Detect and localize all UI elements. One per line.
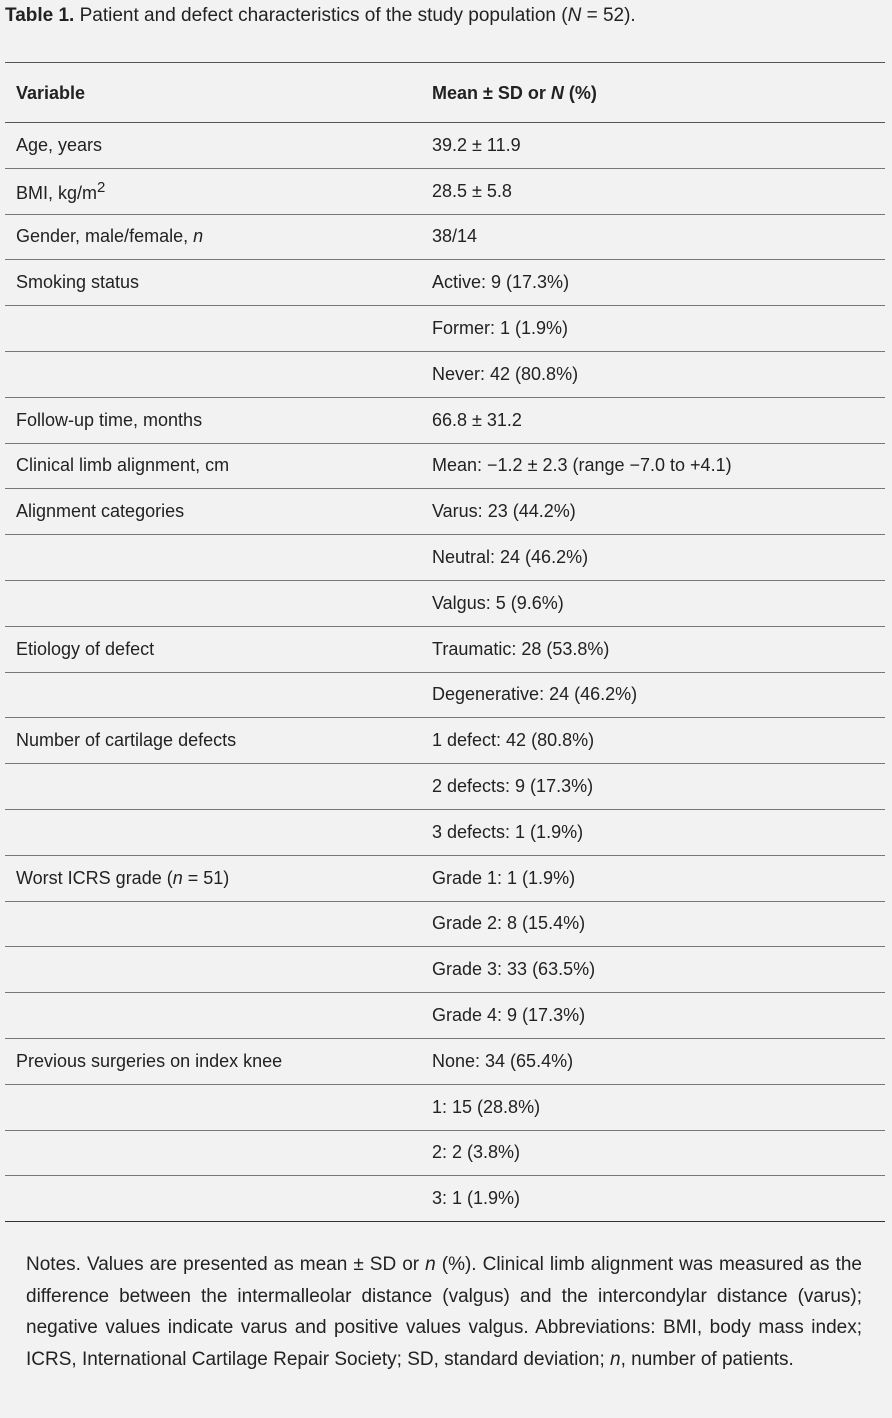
table-row bbox=[5, 901, 885, 947]
variable-cell bbox=[5, 535, 421, 581]
value-cell: Degenerative: 24 (46.2%) bbox=[421, 672, 885, 718]
variable-cell bbox=[5, 855, 421, 901]
notes-text-2: (%). Clinical limb alignment was measured as the difference between the intermalleolar distance (valgus) and the intercondylar distance (varus); negative values indicate varus and positive values valgus. Abbreviations: BMI, body mass index; ICRS, International Cartilage Repair Society; SD, standard deviation; bbox=[26, 1254, 862, 1370]
variable-text: Number of cartilage defects bbox=[16, 730, 237, 751]
table-row bbox=[5, 443, 885, 489]
value-cell: Neutral: 24 (46.2%) bbox=[421, 535, 885, 581]
variable-cell bbox=[5, 580, 421, 626]
table-row bbox=[5, 351, 885, 397]
table-row bbox=[5, 764, 885, 810]
variable-cell bbox=[5, 626, 421, 672]
value-cell: Traumatic: 28 (53.8%) bbox=[421, 626, 885, 672]
table-row bbox=[5, 718, 885, 764]
value-cell: Grade 1: 1 (1.9%) bbox=[421, 855, 885, 901]
value-cell: 66.8 ± 31.2 bbox=[421, 397, 885, 443]
value-cell: Grade 4: 9 (17.3%) bbox=[421, 993, 885, 1039]
variable-italic: n bbox=[193, 226, 204, 247]
table-row bbox=[5, 947, 885, 993]
variable-cell bbox=[5, 489, 421, 535]
variable-cell bbox=[5, 1084, 421, 1130]
characteristics-table bbox=[5, 62, 885, 1222]
notes-text-1: Notes. Values are presented as mean ± SD or bbox=[26, 1254, 426, 1275]
variable-cell bbox=[5, 168, 421, 214]
value-cell: Varus: 23 (44.2%) bbox=[421, 489, 885, 535]
table-row bbox=[5, 535, 885, 581]
value-cell: 2: 2 (3.8%) bbox=[421, 1130, 885, 1176]
variable-text: Age, years bbox=[16, 134, 103, 155]
variable-cell bbox=[5, 764, 421, 810]
value-cell: Grade 2: 8 (15.4%) bbox=[421, 901, 885, 947]
value-cell: 28.5 ± 5.8 bbox=[421, 168, 885, 214]
value-cell: 38/14 bbox=[421, 214, 885, 260]
notes-n-1: n bbox=[425, 1254, 436, 1275]
value-cell: None: 34 (65.4%) bbox=[421, 1038, 885, 1084]
header-value bbox=[421, 63, 885, 123]
variable-cell bbox=[5, 1038, 421, 1084]
value-cell: Valgus: 5 (9.6%) bbox=[421, 580, 885, 626]
table-row bbox=[5, 993, 885, 1039]
variable-italic: n bbox=[172, 867, 183, 888]
variable-text: Etiology of defect bbox=[16, 638, 155, 659]
variable-cell bbox=[5, 306, 421, 352]
notes-text-3: , number of patients. bbox=[620, 1348, 794, 1370]
variable-text: Worst ICRS grade ( bbox=[16, 867, 173, 888]
header-variable: Variable bbox=[5, 63, 421, 123]
header-value-suffix: (%) bbox=[563, 83, 597, 103]
variable-text: Gender, male/female, bbox=[16, 226, 194, 247]
table-row bbox=[5, 489, 885, 535]
table-row bbox=[5, 855, 885, 901]
table-row bbox=[5, 1084, 885, 1130]
value-cell: Mean: −1.2 ± 2.3 (range −7.0 to +4.1) bbox=[421, 443, 885, 489]
value-cell: Grade 3: 33 (63.5%) bbox=[421, 947, 885, 993]
table-notes bbox=[26, 1249, 862, 1375]
variable-cell bbox=[5, 901, 421, 947]
variable-cell bbox=[5, 947, 421, 993]
table-row bbox=[5, 672, 885, 718]
table-row bbox=[5, 214, 885, 260]
table-header-row bbox=[5, 63, 885, 123]
variable-text-after: = 51) bbox=[182, 867, 230, 888]
table-row bbox=[5, 397, 885, 443]
variable-cell bbox=[5, 993, 421, 1039]
table-row bbox=[5, 260, 885, 306]
header-value-n: N bbox=[550, 83, 564, 103]
caption-n-symbol: N bbox=[567, 5, 582, 26]
variable-cell bbox=[5, 1176, 421, 1222]
variable-cell bbox=[5, 397, 421, 443]
value-cell: Former: 1 (1.9%) bbox=[421, 306, 885, 352]
table-row bbox=[5, 580, 885, 626]
variable-superscript: 2 bbox=[97, 178, 106, 196]
notes-n-2: n bbox=[610, 1348, 621, 1370]
value-cell: 39.2 ± 11.9 bbox=[421, 123, 885, 169]
variable-cell bbox=[5, 443, 421, 489]
variable-cell bbox=[5, 1130, 421, 1176]
table-row bbox=[5, 809, 885, 855]
variable-text: Previous surgeries on index knee bbox=[16, 1050, 283, 1071]
table-row bbox=[5, 306, 885, 352]
table-label: Table 1. bbox=[5, 5, 75, 26]
table-row bbox=[5, 168, 885, 214]
variable-cell bbox=[5, 718, 421, 764]
table-row bbox=[5, 626, 885, 672]
table-row bbox=[5, 1176, 885, 1222]
value-cell: 2 defects: 9 (17.3%) bbox=[421, 764, 885, 810]
variable-cell bbox=[5, 809, 421, 855]
caption-text-end: = 52). bbox=[581, 5, 636, 26]
value-cell: Active: 9 (17.3%) bbox=[421, 260, 885, 306]
table-caption bbox=[5, 4, 636, 28]
table-row bbox=[5, 1130, 885, 1176]
table-row bbox=[5, 1038, 885, 1084]
variable-cell bbox=[5, 214, 421, 260]
variable-cell bbox=[5, 351, 421, 397]
characteristics-table-container bbox=[5, 62, 885, 1222]
value-cell: 1 defect: 42 (80.8%) bbox=[421, 718, 885, 764]
value-cell: 1: 15 (28.8%) bbox=[421, 1084, 885, 1130]
value-cell: 3 defects: 1 (1.9%) bbox=[421, 809, 885, 855]
variable-text: BMI, kg/m bbox=[16, 182, 98, 203]
header-value-prefix: Mean ± SD or bbox=[432, 83, 551, 103]
caption-text: Patient and defect characteristics of the study population ( bbox=[79, 5, 568, 26]
table-body bbox=[5, 123, 885, 1222]
variable-text: Smoking status bbox=[16, 272, 140, 293]
table-row bbox=[5, 123, 885, 169]
variable-cell bbox=[5, 260, 421, 306]
variable-text: Clinical limb alignment, cm bbox=[16, 455, 230, 476]
variable-cell bbox=[5, 123, 421, 169]
value-cell: 3: 1 (1.9%) bbox=[421, 1176, 885, 1222]
variable-cell bbox=[5, 672, 421, 718]
value-cell: Never: 42 (80.8%) bbox=[421, 351, 885, 397]
variable-text: Follow-up time, months bbox=[16, 409, 203, 430]
variable-text: Alignment categories bbox=[16, 501, 185, 522]
